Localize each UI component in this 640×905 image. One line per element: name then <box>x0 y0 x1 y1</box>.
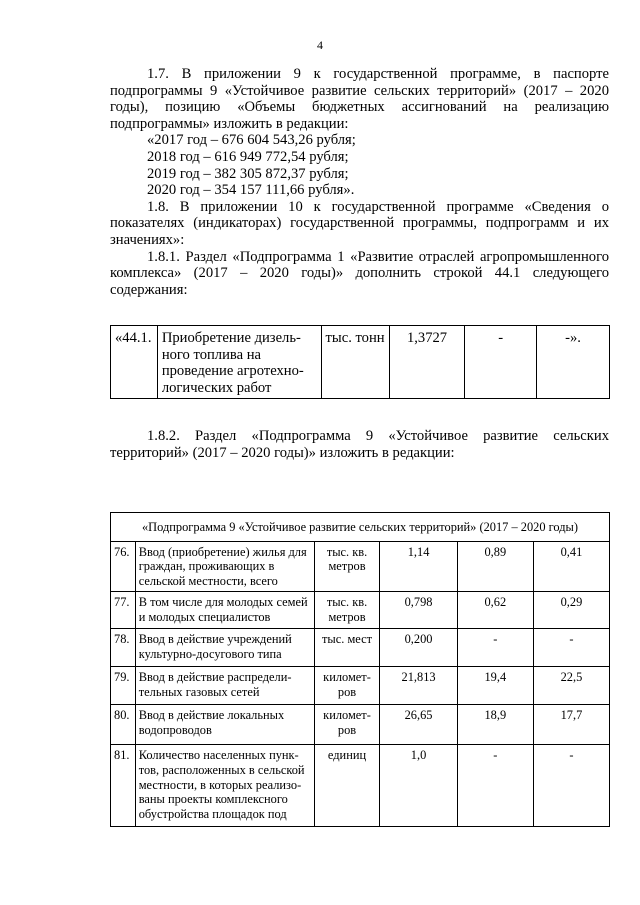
value-2: 0,89 <box>457 541 533 592</box>
indicator-name: Ввод в действие локальных водопроводов <box>135 705 314 745</box>
table-row <box>111 592 610 629</box>
indicator-name-line: проведение агротехно- <box>161 363 304 380</box>
indicator-name-line: ного топлива на <box>161 346 261 363</box>
table-row <box>111 667 610 705</box>
value-2: - <box>457 629 533 667</box>
amount-2017: «2017 год – 676 604 543,26 рубля; <box>147 132 356 149</box>
indicator-name: Ввод в действие распредели-тельных газовых сетей <box>135 667 314 705</box>
indicator-name-line: логических работ <box>161 379 272 396</box>
table-row <box>111 326 610 399</box>
value-1: 1,14 <box>380 541 457 592</box>
subprogram-9-table <box>110 512 610 827</box>
table-row <box>111 745 610 827</box>
indicator-name <box>157 326 321 399</box>
unit: километ-ров <box>314 705 380 745</box>
indicator-name: Ввод (приобретение) жилья для граждан, проживающих в сельской местности, всего <box>135 541 314 592</box>
value-2: 0,62 <box>457 592 533 629</box>
value-1: 0,200 <box>380 629 457 667</box>
value-1: 1,3727 <box>389 326 465 399</box>
value-3: -». <box>537 326 610 399</box>
indicator-table-44-1 <box>110 325 610 399</box>
unit: тыс. кв. метров <box>314 541 380 592</box>
value-3: 0,41 <box>533 541 609 592</box>
value-3: - <box>533 629 609 667</box>
unit: тыс. мест <box>314 629 380 667</box>
indicator-name: Количество населенных пунк-тов, расположенных в сельской местности, в которых реализо-ваны проекты комплексного обустройства площадок под <box>135 745 314 827</box>
table-row <box>111 541 610 592</box>
paragraph-1-8-2-text: 1.8.2. Раздел «Подпрограмма 9 «Устойчивое развитие сельских территорий» (2017 – 2020 годы)» изложить в редакции: <box>110 428 609 461</box>
table-row <box>111 629 610 667</box>
value-3: 22,5 <box>533 667 609 705</box>
paragraph-1-8-2 <box>110 428 609 461</box>
row-number: 76. <box>111 541 136 592</box>
table-header: «Подпрограмма 9 «Устойчивое развитие сельских территорий» (2017 – 2020 годы) <box>111 513 610 542</box>
table-header-row <box>111 513 610 542</box>
paragraph-1-7 <box>110 66 609 298</box>
row-number: 78. <box>111 629 136 667</box>
value-3: 0,29 <box>533 592 609 629</box>
indicator-name: Ввод в действие учреждений культурно-досугового типа <box>135 629 314 667</box>
row-number: 80. <box>111 705 136 745</box>
row-number: «44.1. <box>111 326 158 399</box>
row-number: 77. <box>111 592 136 629</box>
value-2: - <box>457 745 533 827</box>
value-3: 17,7 <box>533 705 609 745</box>
unit: тыс. тонн <box>321 326 389 399</box>
indicator-name-line: Приобретение дизель- <box>161 330 301 346</box>
value-1: 0,798 <box>380 592 457 629</box>
value-2: 19,4 <box>457 667 533 705</box>
value-1: 26,65 <box>380 705 457 745</box>
value-1: 21,813 <box>380 667 457 705</box>
amount-2020: 2020 год – 354 157 111,66 рубля». <box>147 182 355 199</box>
row-number: 79. <box>111 667 136 705</box>
unit: километ-ров <box>314 667 380 705</box>
value-2: 18,9 <box>457 705 533 745</box>
paragraph-1-8: 1.8. В приложении 10 к государственной программе «Сведения о показателях (индикаторах) государственной программы, подпрограмм и их значениях»: <box>110 198 609 248</box>
unit: единиц <box>314 745 380 827</box>
indicator-name: В том числе для молодых семей и молодых специалистов <box>135 592 314 629</box>
page-number: 4 <box>317 38 323 52</box>
unit: тыс. кв. метров <box>314 592 380 629</box>
value-1: 1,0 <box>380 745 457 827</box>
paragraph-1-7-lead: 1.7. В приложении 9 к государственной программе, в паспорте подпрограммы 9 «Устойчивое развитие сельских территорий» (2017 – 2020 годы), позицию «Объемы бюджетных ассигнований на реализацию подпрограммы» изложить в редакции: <box>110 66 609 132</box>
row-number: 81. <box>111 745 136 827</box>
value-2: - <box>465 326 537 399</box>
amount-2018: 2018 год – 616 949 772,54 рубля; <box>147 148 349 165</box>
value-3: - <box>533 745 609 827</box>
paragraph-1-8-1: 1.8.1. Раздел «Подпрограмма 1 «Развитие отраслей агропромышленного комплекса» (2017 – 2020 годы)» дополнить строкой 44.1 следующего содержания: <box>110 248 609 298</box>
amount-2019: 2019 год – 382 305 872,37 рубля; <box>147 165 349 182</box>
table-row <box>111 705 610 745</box>
